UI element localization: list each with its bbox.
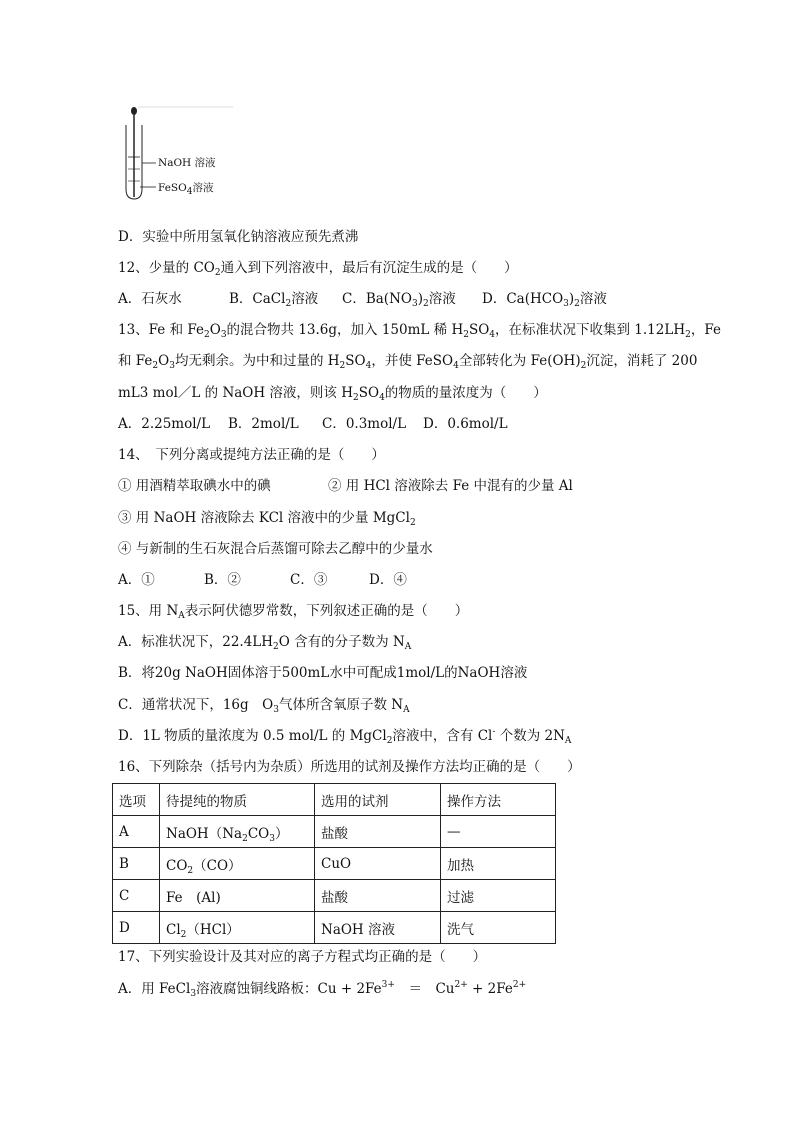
- q15-option-d: D．1L 物质的量浓度为 0.5 mol/L 的 MgCl$_2$溶液中，含有 Cl- 个数为 $2N_A$: [118, 727, 572, 746]
- method-cell: 加热: [441, 848, 556, 880]
- q12-options: [118, 290, 607, 308]
- method-cell: —: [441, 816, 556, 848]
- q14-items-1-2: [118, 477, 573, 495]
- substance-cell: $CO_2(CO)$: [160, 848, 315, 880]
- option-cell: D: [113, 912, 160, 944]
- q15-option-c: C．通常状况下，16g $O_3$气体所含氧原子数 $N_A$: [118, 697, 410, 715]
- q13-stem-line3: mL3 mol／L 的 NaOH 溶液，则该 $H_2SO_4$的物质的量浓度为（ ）: [118, 385, 547, 403]
- option-cell: C: [113, 880, 160, 912]
- q14-item-4: ④ 与新制的生石灰混合后蒸馏可除去乙醇中的少量水: [118, 541, 433, 557]
- q13-option-c: C．0.3mol/L: [322, 416, 407, 432]
- table-row: [113, 816, 556, 848]
- q11-option-d: D．实验中所用氢氧化钠溶液应预先煮沸: [118, 229, 359, 245]
- q14-stem: 14、 下列分离或提纯方法正确的是（ ）: [118, 447, 385, 463]
- header-cell: 选项: [113, 784, 160, 816]
- table-row: [113, 880, 556, 912]
- method-cell: 过滤: [441, 880, 556, 912]
- q14-option-d: D．④: [369, 572, 407, 588]
- header-cell: 操作方法: [441, 784, 556, 816]
- q14-item-3: ③ 用 NaOH 溶液除去 KCl 溶液中的少量 MgCl$_2$: [118, 510, 416, 528]
- header-cell: 选用的试剂: [315, 784, 441, 816]
- q15-option-a: A．标准状况下，$22.4LH_2O$ 含有的分子数为 $N_A$: [118, 634, 412, 652]
- q15-option-b: B．将20g NaOH固体溶于500mL水中可配成1mol/L的NaOH溶液: [118, 665, 528, 681]
- substance-cell: Fe (Al): [160, 880, 315, 912]
- option-cell: B: [113, 848, 160, 880]
- reagent-cell: CuO: [315, 848, 441, 880]
- feso4-solution-label: FeSO$_4$溶液: [158, 182, 214, 197]
- q14-option-a: A．①: [118, 572, 155, 588]
- q13-option-d: D．0.6mol/L: [423, 416, 508, 432]
- naoh-solution-label: NaOH 溶液: [158, 157, 216, 169]
- q17-stem: 17、下列实验设计及其对应的离子方程式均正确的是（ ）: [118, 949, 487, 965]
- test-tube-figure: [118, 105, 278, 205]
- q16-table: [112, 783, 556, 944]
- q16-stem: 16、下列除杂（括号内为杂质）所选用的试剂及操作方法均正确的是（ ）: [118, 759, 581, 775]
- option-cell: A: [113, 816, 160, 848]
- reagent-cell: NaOH 溶液: [315, 912, 441, 944]
- q12-stem: 12、少量的 $CO_2$通入到下列溶液中，最后有沉淀生成的是（ ）: [118, 260, 518, 278]
- q17-option-a: A．用 FeCl$_3$溶液腐蚀铜线路板：$Cu + 2Fe^{3+}$ ＝ $Cu^{2+} + 2Fe^{2+}$: [118, 980, 527, 999]
- q13-options: [118, 415, 508, 433]
- substance-cell: $Cl_2(HCl)$: [160, 912, 315, 944]
- q12-option-d: D．$Ca(HCO_3)_2$溶液: [482, 291, 607, 309]
- q13-stem-line1: 13、Fe 和 $Fe_2O_3$的混合物共 13.6g，加入 150mL 稀 $H_2SO_4$，在标准状况下收集到 $1.12LH_2$，Fe: [118, 322, 721, 340]
- header-cell: 待提纯的物质: [160, 784, 315, 816]
- q14-option-c: C．③: [290, 572, 328, 588]
- q15-stem: 15、用 $N_A$表示阿伏德罗常数，下列叙述正确的是（ ）: [118, 603, 469, 621]
- q14-option-b: B．②: [204, 572, 241, 588]
- table-header-row: [113, 784, 556, 816]
- q12-option-c: C．$Ba(NO_3)_2$溶液: [342, 291, 456, 309]
- q12-option-b: B．CaCl$_2$溶液: [229, 291, 319, 309]
- q14-item-2: ② 用 HCl 溶液除去 Fe 中混有的少量 Al: [328, 478, 573, 494]
- table-row: [113, 848, 556, 880]
- q12-option-a: A．石灰水: [118, 291, 182, 307]
- q14-options: [118, 571, 407, 589]
- q13-option-a: A．2.25mol/L: [118, 416, 211, 432]
- q13-stem-line2: 和 $Fe_2O_3$均无剩余。为中和过量的 $H_2SO_4$，并使 FeSO$_4$全部转化为 $Fe(OH)_2$沉淀，消耗了 200: [118, 353, 698, 371]
- reagent-cell: 盐酸: [315, 880, 441, 912]
- table-row: [113, 912, 556, 944]
- reagent-cell: 盐酸: [315, 816, 441, 848]
- q13-option-b: B．2mol/L: [228, 416, 299, 432]
- q14-item-1: ① 用酒精萃取碘水中的碘: [118, 478, 271, 494]
- method-cell: 洗气: [441, 912, 556, 944]
- substance-cell: $NaOH(Na_2CO_3)$: [160, 816, 315, 848]
